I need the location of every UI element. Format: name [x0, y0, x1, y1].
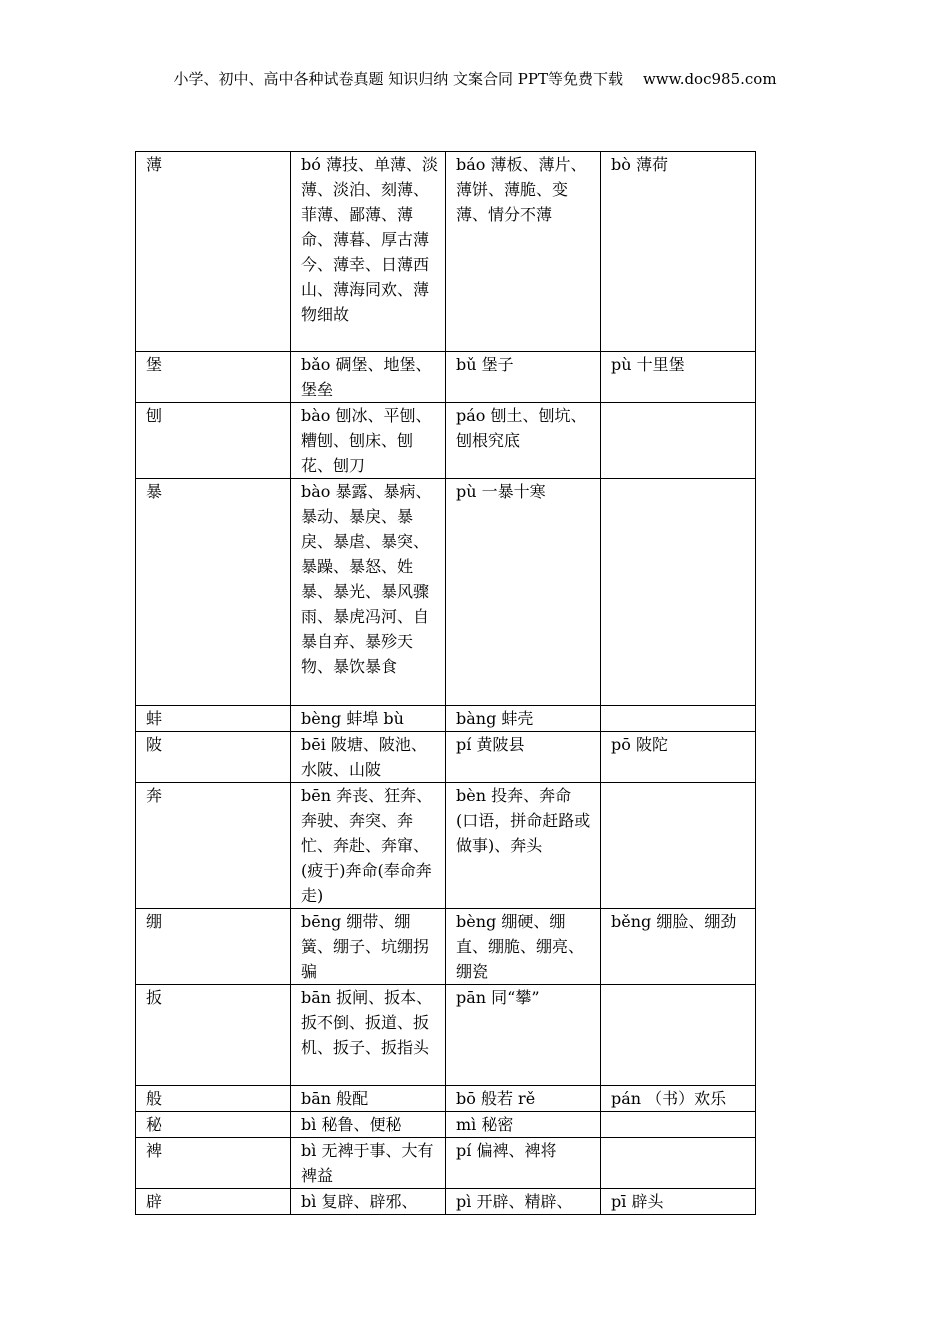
cell-reading-1: bān 般配	[291, 1086, 446, 1112]
cell-reading-1: bào 暴露、暴病、暴动、暴戾、暴戾、暴虐、暴突、暴躁、暴怒、姓暴、暴光、暴风骤雨、暴虎冯河、自暴自弃、暴殄天物、暴饮暴食	[291, 479, 446, 706]
cell-reading-3: bò 薄荷	[601, 152, 756, 352]
table-row	[136, 352, 756, 403]
header-site: www.doc985.com	[642, 70, 777, 88]
cell-reading-2: pù 一暴十寒	[446, 479, 601, 706]
cell-reading-1: bǎo 碉堡、地堡、堡垒	[291, 352, 446, 403]
cell-char: 刨	[136, 403, 291, 479]
cell-char: 奔	[136, 783, 291, 909]
cell-reading-2: pì 开辟、精辟、	[446, 1189, 601, 1215]
table-row	[136, 403, 756, 479]
cell-char: 裨	[136, 1138, 291, 1189]
page-header	[0, 68, 950, 90]
table-row	[136, 732, 756, 783]
cell-char: 蚌	[136, 706, 291, 732]
cell-reading-2: bàng 蚌壳	[446, 706, 601, 732]
table-row	[136, 985, 756, 1086]
cell-reading-1: bèng 蚌埠 bù	[291, 706, 446, 732]
cell-char: 绷	[136, 909, 291, 985]
table-row	[136, 783, 756, 909]
polyphonic-table	[135, 151, 756, 1215]
cell-reading-2: bō 般若 rě	[446, 1086, 601, 1112]
cell-char: 扳	[136, 985, 291, 1086]
cell-char: 陂	[136, 732, 291, 783]
cell-reading-1: bì 复辟、辟邪、	[291, 1189, 446, 1215]
cell-reading-3: pī 辟头	[601, 1189, 756, 1215]
cell-reading-1: bì 秘鲁、便秘	[291, 1112, 446, 1138]
cell-reading-1: bì 无裨于事、大有裨益	[291, 1138, 446, 1189]
cell-reading-2: pān 同“攀”	[446, 985, 601, 1086]
cell-reading-3: pō 陂陀	[601, 732, 756, 783]
cell-char: 般	[136, 1086, 291, 1112]
cell-reading-2: báo 薄板、薄片、薄饼、薄脆、变薄、情分不薄	[446, 152, 601, 352]
cell-reading-2: pí 黄陂县	[446, 732, 601, 783]
table-row	[136, 479, 756, 706]
table-row	[136, 1112, 756, 1138]
table-row	[136, 1086, 756, 1112]
cell-char: 暴	[136, 479, 291, 706]
cell-reading-3	[601, 783, 756, 909]
cell-reading-1: bào 刨冰、平刨、糟刨、刨床、刨花、刨刀	[291, 403, 446, 479]
cell-reading-1: bēng 绷带、绷簧、绷子、坑绷拐骗	[291, 909, 446, 985]
cell-reading-3	[601, 1112, 756, 1138]
cell-reading-3: běng 绷脸、绷劲	[601, 909, 756, 985]
cell-reading-3	[601, 985, 756, 1086]
cell-char: 薄	[136, 152, 291, 352]
cell-char: 秘	[136, 1112, 291, 1138]
table-row	[136, 706, 756, 732]
cell-reading-3	[601, 479, 756, 706]
cell-reading-1: bēi 陂塘、陂池、水陂、山陂	[291, 732, 446, 783]
cell-reading-2: bèn 投奔、奔命(口语，拼命赶路或做事)、奔头	[446, 783, 601, 909]
cell-reading-2: páo 刨土、刨坑、刨根究底	[446, 403, 601, 479]
cell-reading-3	[601, 1138, 756, 1189]
table-row	[136, 152, 756, 352]
header-text: 小学、初中、高中各种试卷真题 知识归纳 文案合同 PPT等免费下载	[173, 70, 623, 88]
cell-reading-2: pí 偏裨、裨将	[446, 1138, 601, 1189]
table-row	[136, 1189, 756, 1215]
cell-reading-2: mì 秘密	[446, 1112, 601, 1138]
cell-reading-1: bēn 奔丧、狂奔、奔驶、奔突、奔忙、奔赴、奔窜、(疲于)奔命(奉命奔走)	[291, 783, 446, 909]
cell-char: 辟	[136, 1189, 291, 1215]
cell-reading-2: bǔ 堡子	[446, 352, 601, 403]
cell-reading-3	[601, 403, 756, 479]
table-row	[136, 1138, 756, 1189]
table-row	[136, 909, 756, 985]
cell-reading-3	[601, 706, 756, 732]
cell-reading-1: bó 薄技、单薄、淡薄、淡泊、刻薄、菲薄、鄙薄、薄命、薄暮、厚古薄今、薄幸、日薄西山、薄海同欢、薄物细故	[291, 152, 446, 352]
cell-reading-1: bān 扳闸、扳本、扳不倒、扳道、扳机、扳子、扳指头	[291, 985, 446, 1086]
cell-reading-3: pù 十里堡	[601, 352, 756, 403]
cell-reading-2: bèng 绷硬、绷直、绷脆、绷亮、绷瓷	[446, 909, 601, 985]
cell-char: 堡	[136, 352, 291, 403]
cell-reading-3: pán （书）欢乐	[601, 1086, 756, 1112]
